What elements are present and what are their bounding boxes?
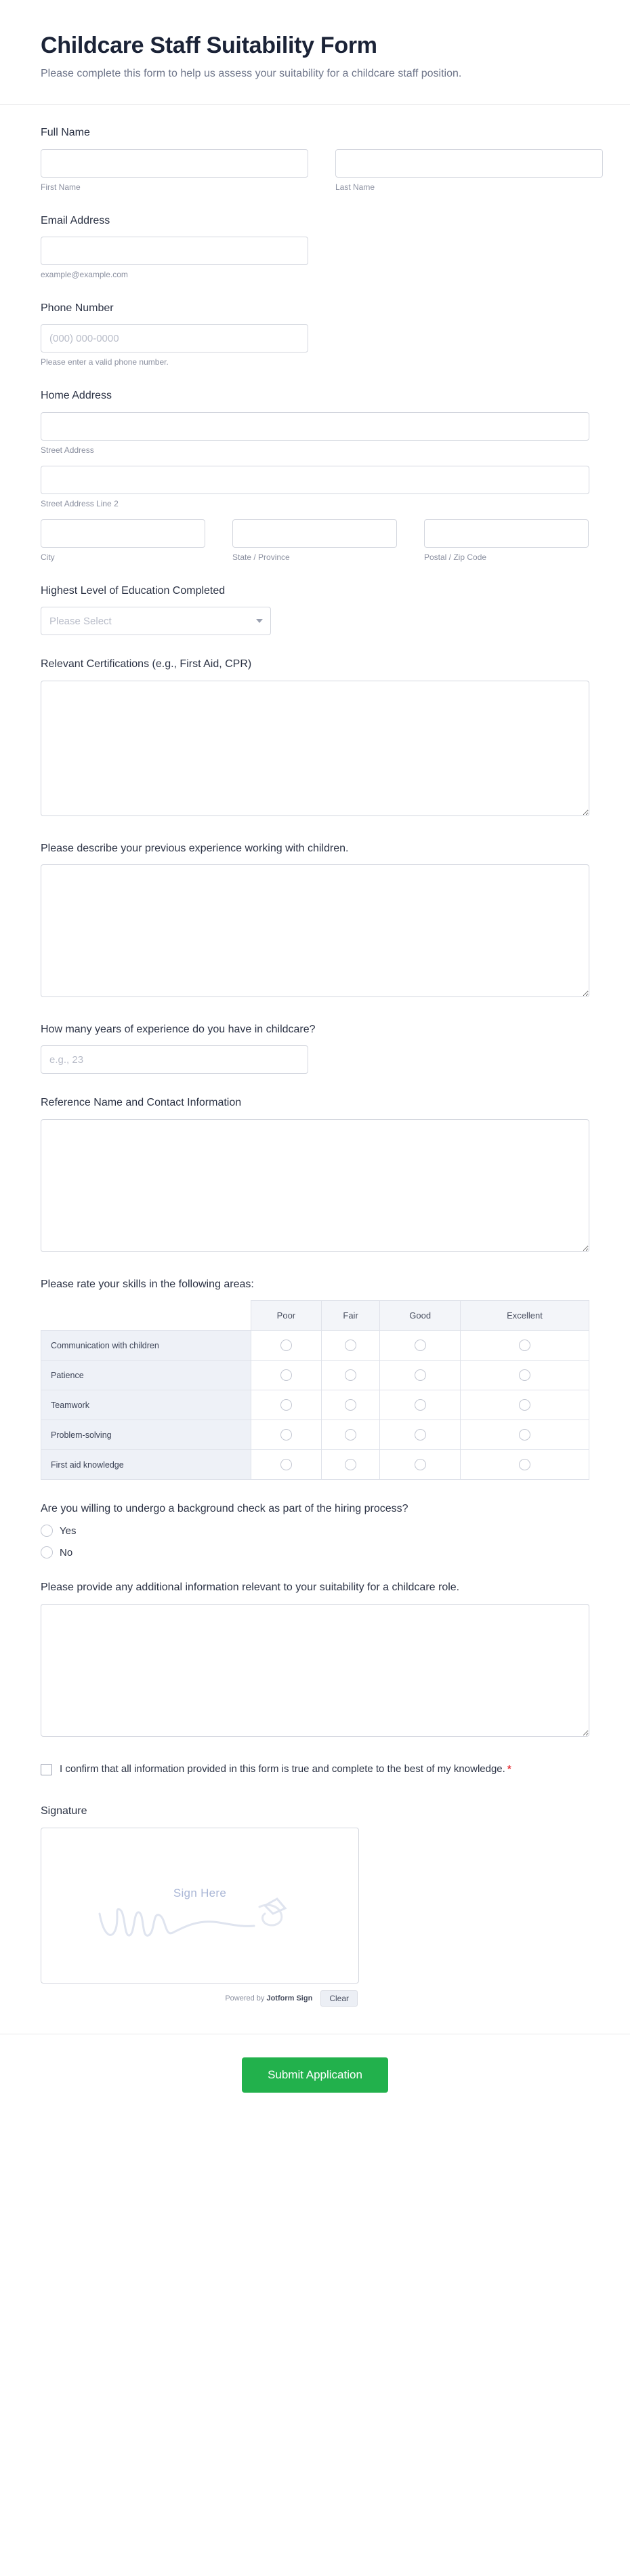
street-address-group: [41, 412, 589, 455]
skill-cell[interactable]: [321, 1450, 380, 1480]
skill-cell[interactable]: [460, 1390, 589, 1420]
street-address-2-sublabel: Street Address Line 2: [41, 498, 119, 508]
radio-icon[interactable]: [345, 1369, 356, 1381]
additional-info-textarea[interactable]: [41, 1604, 589, 1737]
skill-matrix-table: [41, 1300, 589, 1480]
skill-matrix-col-poor: Poor: [251, 1301, 322, 1331]
last-name-group: [335, 149, 603, 192]
radio-icon[interactable]: [280, 1429, 292, 1441]
reference-label: Reference Name and Contact Information: [41, 1097, 242, 1109]
confirmation-label: I confirm that all information provided in this form is true and complete to the best of my knowledge.: [60, 1763, 505, 1775]
confirmation-text-wrap: [60, 1762, 511, 1777]
address-city-state-zip-row: [41, 519, 589, 562]
form-header: [0, 0, 630, 105]
phone-hint: Please enter a valid phone number.: [41, 357, 169, 367]
radio-icon[interactable]: [345, 1459, 356, 1470]
skill-cell[interactable]: [380, 1331, 461, 1361]
skill-cell[interactable]: [460, 1361, 589, 1390]
skill-row-label: Teamwork: [41, 1390, 251, 1420]
skill-cell[interactable]: [251, 1390, 322, 1420]
required-marker: *: [507, 1763, 511, 1775]
radio-icon[interactable]: [415, 1340, 426, 1351]
confirmation-row[interactable]: [41, 1762, 576, 1777]
radio-icon[interactable]: [41, 1525, 53, 1537]
full-name-label: Full Name: [41, 127, 90, 139]
radio-icon[interactable]: [415, 1459, 426, 1470]
email-label: Email Address: [41, 214, 110, 226]
signature-placeholder: Sign Here: [173, 1886, 227, 1899]
radio-icon[interactable]: [415, 1369, 426, 1381]
radio-option-no[interactable]: [41, 1546, 589, 1558]
last-name-sublabel: Last Name: [335, 182, 375, 192]
email-field[interactable]: [41, 237, 308, 265]
radio-icon[interactable]: [345, 1340, 356, 1351]
radio-icon[interactable]: [280, 1399, 292, 1411]
radio-option-no-label: No: [60, 1546, 73, 1558]
radio-icon[interactable]: [519, 1459, 530, 1470]
table-row: [41, 1361, 589, 1390]
radio-option-yes-label: Yes: [60, 1525, 77, 1537]
skill-matrix-header-row: [41, 1301, 589, 1331]
last-name-input[interactable]: [335, 149, 603, 178]
skill-cell[interactable]: [380, 1361, 461, 1390]
radio-icon[interactable]: [519, 1399, 530, 1411]
radio-option-yes[interactable]: [41, 1525, 589, 1537]
skill-matrix-col-excellent: Excellent: [460, 1301, 589, 1331]
street-address-input[interactable]: [41, 412, 589, 441]
skill-matrix-body: [41, 1331, 589, 1480]
page-title: Childcare Staff Suitability Form: [41, 33, 377, 58]
skill-matrix-col-fair: Fair: [321, 1301, 380, 1331]
skill-row-label: Patience: [41, 1361, 251, 1390]
clear-signature-button[interactable]: Clear: [320, 1990, 358, 2007]
checkbox-icon[interactable]: [41, 1764, 52, 1775]
form-footer: [0, 2034, 630, 2122]
skill-cell[interactable]: [251, 1420, 322, 1450]
state-sublabel: State / Province: [232, 552, 290, 562]
skill-cell[interactable]: [321, 1361, 380, 1390]
skill-cell[interactable]: [380, 1450, 461, 1480]
certifications-textarea[interactable]: [41, 681, 589, 816]
email-hint: example@example.com: [41, 269, 128, 279]
field-reference: [41, 1095, 589, 1255]
years-experience-label: How many years of experience do you have in childcare?: [41, 1023, 316, 1035]
skill-cell[interactable]: [251, 1361, 322, 1390]
field-experience-description: [41, 841, 589, 1001]
phone-label: Phone Number: [41, 302, 114, 314]
field-confirmation: [41, 1762, 589, 1777]
radio-icon[interactable]: [519, 1429, 530, 1441]
form-body: [0, 105, 630, 2007]
experience-description-textarea[interactable]: [41, 864, 589, 997]
reference-textarea[interactable]: [41, 1119, 589, 1252]
skill-cell[interactable]: [321, 1331, 380, 1361]
radio-icon[interactable]: [345, 1429, 356, 1441]
skill-cell[interactable]: [460, 1331, 589, 1361]
radio-icon[interactable]: [519, 1369, 530, 1381]
powered-by-text: [225, 1994, 312, 2003]
field-skill-matrix: [41, 1277, 589, 1480]
submit-button[interactable]: Submit Application: [242, 2057, 388, 2093]
postal-zip-input[interactable]: [424, 519, 589, 548]
city-sublabel: City: [41, 552, 55, 562]
skill-cell[interactable]: [251, 1450, 322, 1480]
skill-matrix-corner: [41, 1301, 251, 1331]
street-address-sublabel: Street Address: [41, 445, 94, 455]
full-name-row: [41, 149, 589, 192]
skill-row-label: Communication with children: [41, 1331, 251, 1361]
field-full-name: [41, 125, 589, 191]
page-subtitle: Please complete this form to help us assess your suitability for a childcare staff position.: [41, 68, 462, 79]
radio-icon[interactable]: [519, 1340, 530, 1351]
signature-scribble-icon: [94, 1893, 318, 1954]
skill-cell[interactable]: [251, 1331, 322, 1361]
field-additional-info: [41, 1580, 589, 1739]
skill-row-label: First aid knowledge: [41, 1450, 251, 1480]
signature-pad[interactable]: [41, 1828, 359, 1984]
table-row: [41, 1420, 589, 1450]
background-check-label: Are you willing to undergo a background check as part of the hiring process?: [41, 1503, 408, 1515]
skill-cell[interactable]: [380, 1420, 461, 1450]
table-row: [41, 1390, 589, 1420]
field-phone: [41, 301, 589, 367]
radio-icon[interactable]: [415, 1399, 426, 1411]
signature-label: Signature: [41, 1805, 87, 1817]
phone-input[interactable]: [41, 324, 308, 353]
years-experience-input[interactable]: [41, 1045, 308, 1074]
field-years-experience: [41, 1022, 589, 1074]
powered-by-prefix: Powered by: [225, 1994, 265, 2003]
field-background-check: [41, 1502, 589, 1558]
zip-group: [424, 519, 589, 562]
zip-sublabel: Postal / Zip Code: [424, 552, 487, 562]
background-check-options: [41, 1525, 589, 1558]
skill-matrix-col-good: Good: [380, 1301, 461, 1331]
radio-icon[interactable]: [415, 1429, 426, 1441]
radio-icon[interactable]: [280, 1369, 292, 1381]
field-signature: [41, 1804, 589, 2006]
skill-cell[interactable]: [460, 1450, 589, 1480]
additional-info-label: Please provide any additional information relevant to your suitability for a childcare role.: [41, 1582, 460, 1594]
education-select-wrap[interactable]: [41, 607, 271, 635]
table-row: [41, 1331, 589, 1361]
street-address-2-group: [41, 466, 589, 508]
signature-footer: [41, 1990, 359, 2007]
radio-icon[interactable]: [345, 1399, 356, 1411]
field-certifications: [41, 657, 589, 819]
city-input[interactable]: [41, 519, 205, 548]
radio-icon[interactable]: [280, 1340, 292, 1351]
skill-cell[interactable]: [321, 1390, 380, 1420]
table-row: [41, 1450, 589, 1480]
field-email: [41, 214, 589, 279]
state-group: [232, 519, 397, 562]
field-home-address: [41, 388, 589, 561]
first-name-input[interactable]: [41, 149, 308, 178]
address-label: Home Address: [41, 390, 112, 402]
skill-cell[interactable]: [380, 1390, 461, 1420]
experience-description-label: Please describe your previous experience working with children.: [41, 842, 349, 854]
street-address-2-input[interactable]: [41, 466, 589, 494]
city-group: [41, 519, 205, 562]
field-education: [41, 584, 589, 635]
state-province-input[interactable]: [232, 519, 397, 548]
first-name-group: [41, 149, 308, 192]
first-name-sublabel: First Name: [41, 182, 81, 192]
powered-by-brand: Jotform Sign: [266, 1994, 313, 2003]
skill-matrix-head: [41, 1301, 589, 1331]
education-label: Highest Level of Education Completed: [41, 584, 226, 597]
radio-icon[interactable]: [280, 1459, 292, 1470]
skill-matrix-label: Please rate your skills in the following areas:: [41, 1278, 254, 1290]
certifications-label: Relevant Certifications (e.g., First Aid, CPR): [41, 658, 252, 670]
skill-row-label: Problem-solving: [41, 1420, 251, 1450]
radio-icon[interactable]: [41, 1546, 53, 1558]
skill-cell[interactable]: [460, 1420, 589, 1450]
education-select[interactable]: [41, 607, 271, 635]
skill-cell[interactable]: [321, 1420, 380, 1450]
